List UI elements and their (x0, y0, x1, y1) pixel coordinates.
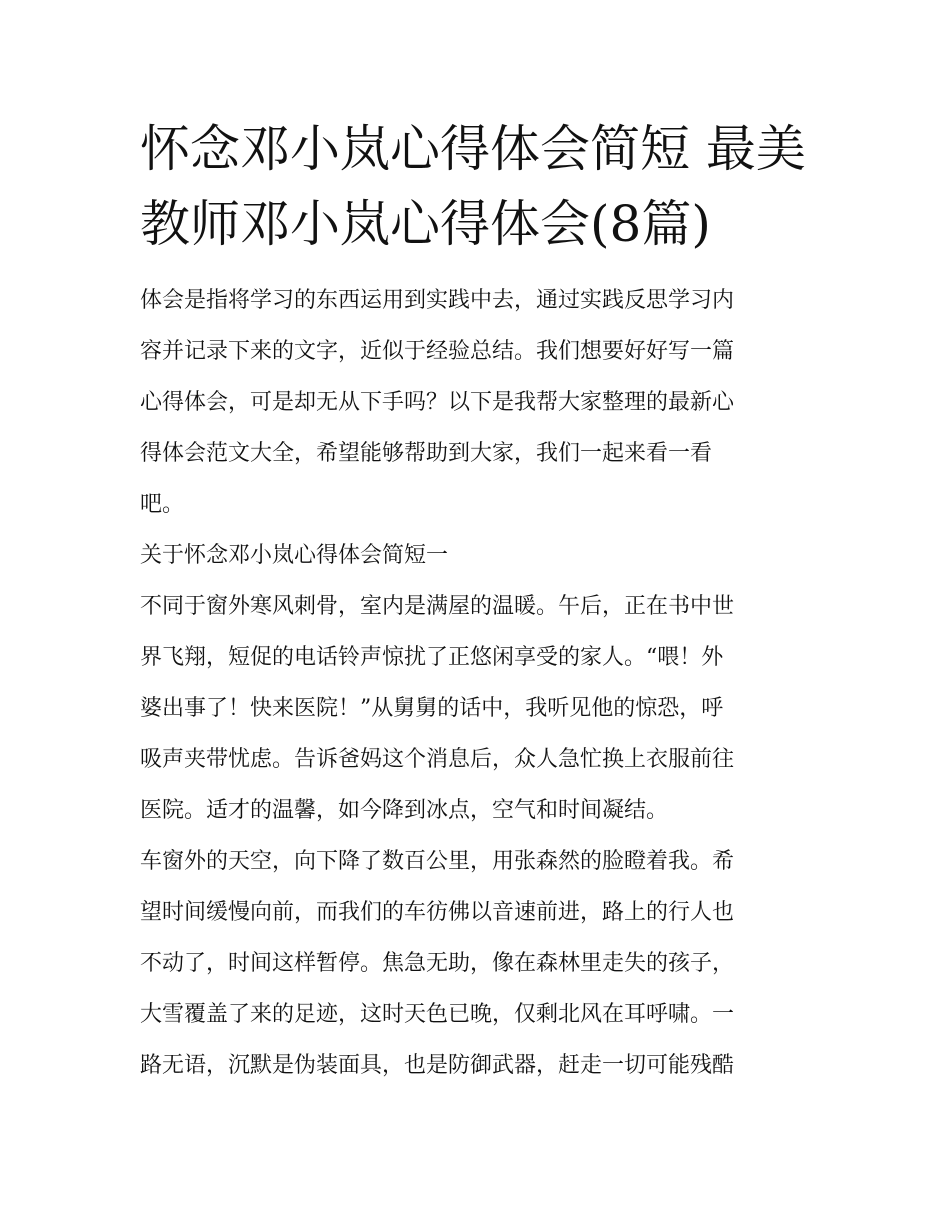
text-line: 车窗外的天空，向下降了数百公里，用张森然的脸瞪着我。希 (140, 849, 735, 874)
title-line: 怀念邓小岚心得体会简短 最美 (140, 120, 806, 178)
title-line: 教师邓小岚心得体会(8篇) (140, 195, 711, 253)
text-line: 得体会范文大全，希望能够帮助到大家，我们一起来看一看 (140, 441, 713, 466)
body-paragraph (140, 836, 820, 1091)
text-line: 吧。 (140, 492, 185, 517)
text-line: 大雪覆盖了来的足迹，这时天色已晚，仅剩北风在耳呼啸。一 (140, 1002, 735, 1027)
text-line: 界飞翔，短促的电话铃声惊扰了正悠闲享受的家人。“喂！外 (140, 645, 724, 670)
text-line: 吸声夹带忧虑。告诉爸妈这个消息后，众人急忙换上衣服前往 (140, 747, 735, 772)
text-line: 体会是指将学习的东西运用到实践中去，通过实践反思学习内 (140, 288, 735, 313)
section-heading (140, 530, 820, 581)
document-body (140, 275, 820, 1091)
text-line: 路无语，沉默是伪装面具，也是防御武器，赶走一切可能残酷 (140, 1053, 735, 1078)
text-line: 望时间缓慢向前，而我们的车彷佛以音速前进，路上的行人也 (140, 900, 735, 925)
text-line: 婆出事了！快来医院！”从舅舅的话中，我听见他的惊恐，呼 (140, 696, 724, 721)
text-line: 不同于窗外寒风刺骨，室内是满屋的温暖。午后，正在书中世 (140, 594, 735, 619)
text-line: 医院。适才的温馨，如今降到冰点，空气和时间凝结。 (140, 798, 669, 823)
text-line: 容并记录下来的文字，近似于经验总结。我们想要好好写一篇 (140, 339, 735, 364)
text-line: 关于怀念邓小岚心得体会简短一 (140, 543, 449, 568)
text-line: 不动了，时间这样暂停。焦急无助，像在森林里走失的孩子， (140, 951, 735, 976)
body-paragraph (140, 581, 820, 836)
text-line: 心得体会，可是却无从下手吗？以下是我帮大家整理的最新心 (140, 390, 735, 415)
intro-paragraph (140, 275, 820, 530)
document-title (140, 112, 820, 262)
